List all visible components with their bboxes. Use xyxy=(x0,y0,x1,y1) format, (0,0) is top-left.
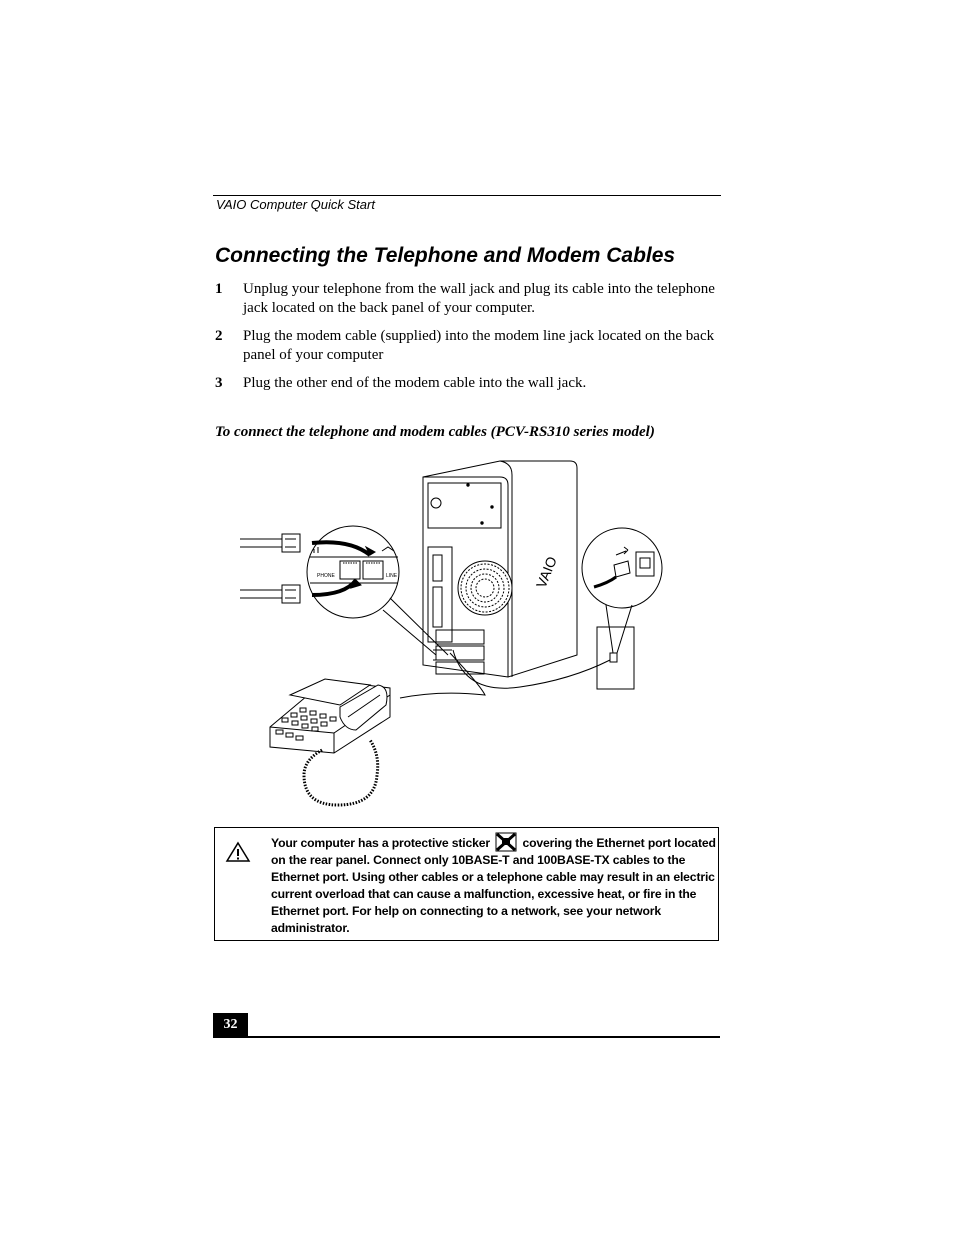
wall-jack xyxy=(582,528,662,689)
connection-illustration xyxy=(230,455,670,815)
steps-list xyxy=(215,280,715,402)
step-item xyxy=(215,280,715,318)
step-item xyxy=(215,327,715,365)
step-number: 3 xyxy=(215,375,223,391)
line-jack-label: LINE xyxy=(386,573,398,579)
step-number: 2 xyxy=(215,328,223,344)
step-text: Plug the modem cable (supplied) into the modem line jack located on the back panel of your computer xyxy=(243,328,715,363)
computer-tower xyxy=(423,461,577,677)
header-rule xyxy=(213,195,721,196)
footer-rule xyxy=(213,1036,720,1038)
vaio-logo: VAIO xyxy=(532,554,560,591)
warning-triangle-icon xyxy=(225,841,251,863)
phone-jack-label: PHONE xyxy=(317,573,335,579)
caution-text xyxy=(271,835,716,937)
caution-box xyxy=(214,827,719,941)
step-item xyxy=(215,374,715,393)
telephone xyxy=(230,679,390,805)
caution-text-start: Your computer has a protective sticker xyxy=(271,836,490,850)
page-title: Connecting the Telephone and Modem Cables xyxy=(215,244,676,267)
step-text: Unplug your telephone from the wall jack and plug its cable into the telephone jack located on the back panel of your computer. xyxy=(243,281,715,316)
running-head: VAIO Computer Quick Start xyxy=(216,197,375,212)
ethernet-sticker-icon xyxy=(495,832,517,852)
step-number: 1 xyxy=(215,281,223,297)
caution-text-end: covering the Ethernet port located on the rear panel. Connect only 10BASE-T and 100BASE-TX cables to the Ethernet port. Using other cables or a telephone cable may result in an electric current overload that can cause a malfunction, excessive heat, or fire in the Ethernet port. For help on connecting to a network, see your network administrator. xyxy=(271,836,716,935)
step-text: Plug the other end of the modem cable into the wall jack. xyxy=(243,375,587,391)
figure-caption: To connect the telephone and modem cables (PCV-RS310 series model) xyxy=(215,424,655,440)
page-number: 32 xyxy=(213,1013,248,1037)
